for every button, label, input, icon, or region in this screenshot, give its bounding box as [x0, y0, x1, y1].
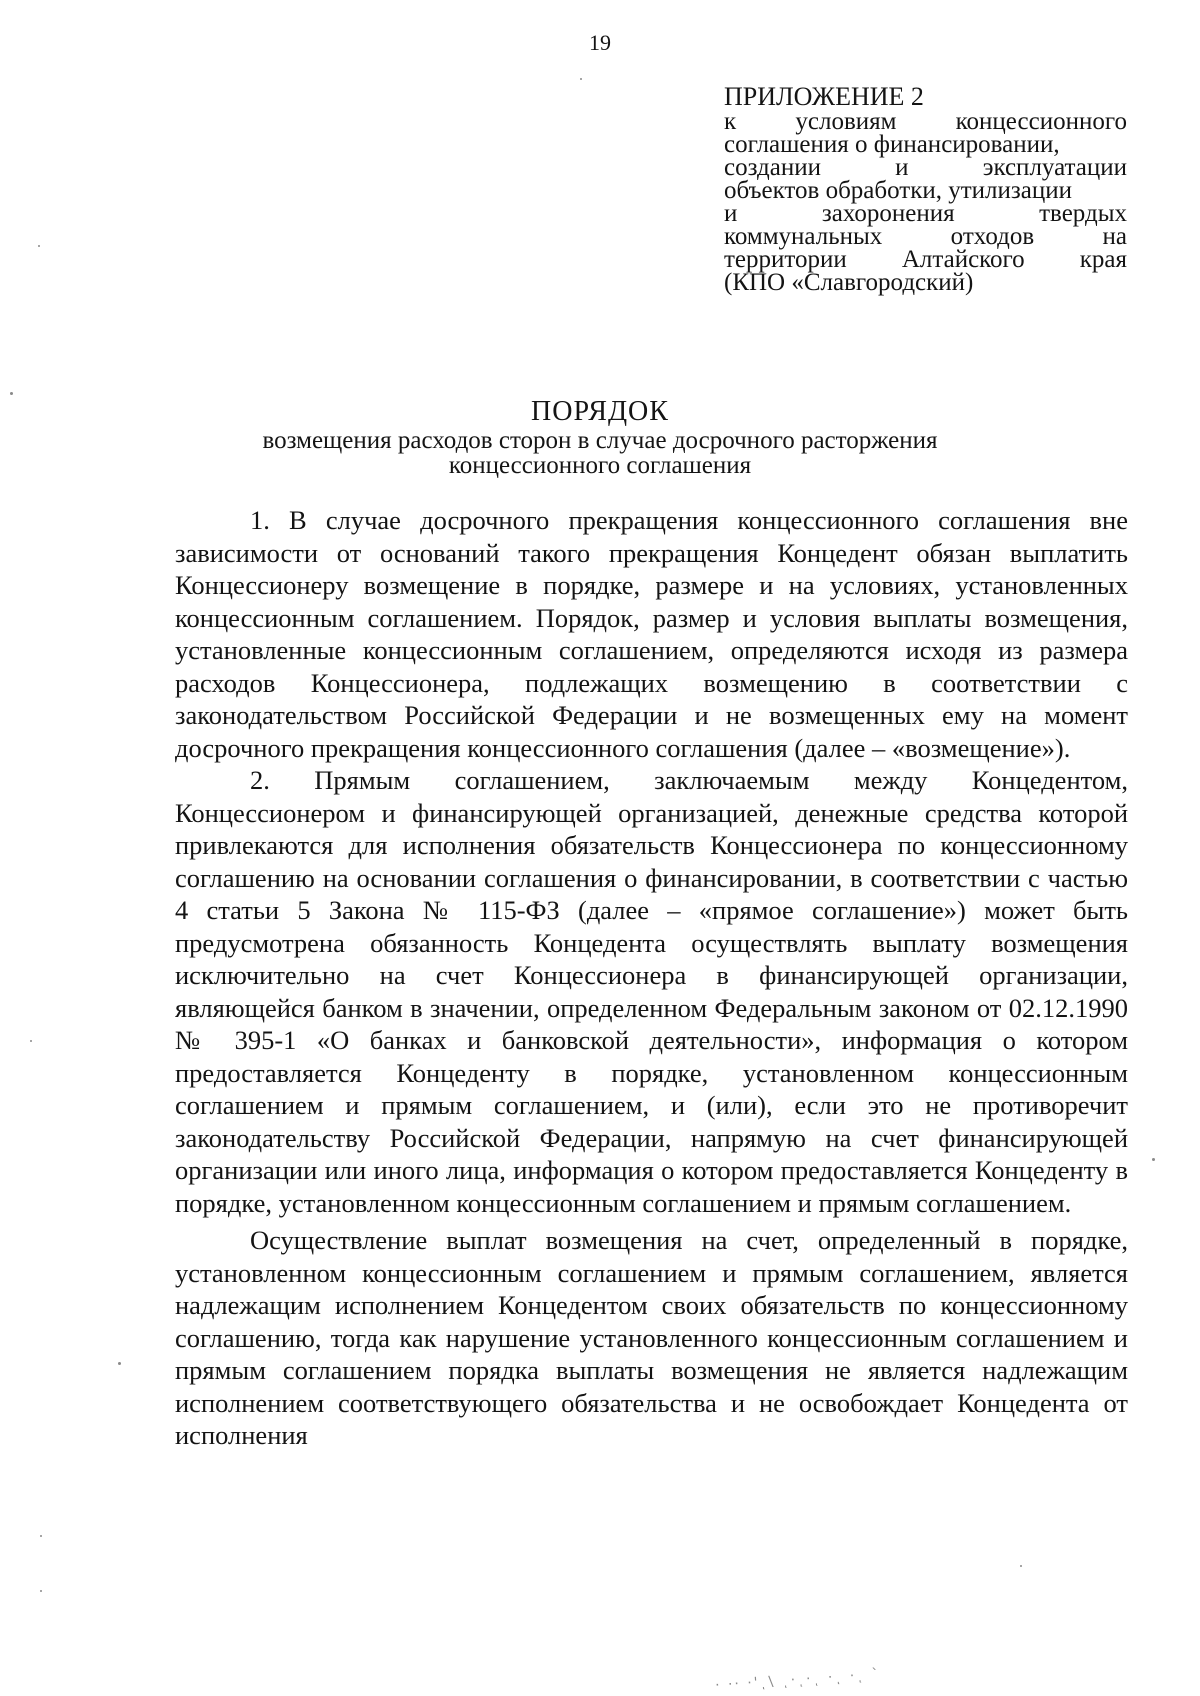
scan-speck — [10, 392, 13, 395]
scan-speck — [40, 1535, 42, 1537]
paragraph-2: 2. Прямым соглашением, заключаемым между Концедентом, Концессионером и финансирующей организацией, денежные средства которой привлекаются для исполнения обязательств Концессионера по концессионному соглашению на основании соглашения о финансировании, в соответствии с частью 4 статьи 5 Закона № 115-ФЗ (далее – «прямое соглашение») может быть предусмотрена обязанность Концедента осуществлять выплату возмещения исключительно на счет Концессионера в финансирующей организации, являющейся банком в значении, определенном Федеральным законом от 02.12.1990 № 395-1 «О банках и банковской деятельности», информация о котором предоставляется Концеденту в порядке, установленном концессионным соглашением и прямым соглашением, и (или), если это не противоречит законодательству Российской Федерации, напрямую на счет финансирующей организации или иного лица, информация о котором предоставляется Концеденту в порядке, установленном концессионным соглашением и прямым соглашением. — [175, 765, 1128, 1218]
appendix-line: к условиям концессионного — [724, 108, 1127, 135]
document-subtitle-line-2: концессионного соглашения — [448, 452, 752, 479]
paragraph-3: Осуществление выплат возмещения на счет, определенный в порядке, установленном концессионным соглашением и прямым соглашением, является надлежащим исполнением Концедентом своих обязательств по концессионному соглашению, тогда как нарушение установленного концессионным соглашением и прямым соглашением порядка выплаты возмещения не является надлежащим исполнением соответствующего обязательства и не освобождает Концедента от исполнения — [175, 1225, 1128, 1450]
document-subtitle-line-1: возмещения расходов сторон в случае досрочного расторжения — [262, 427, 938, 454]
appendix-line: соглашения о финансировании, — [724, 131, 1060, 158]
document-heading — [0, 396, 1200, 478]
scan-speck — [1152, 1158, 1155, 1161]
scan-speck — [580, 78, 582, 80]
appendix-line: объектов обработки, утилизации — [724, 177, 1073, 204]
scan-speck — [1020, 1565, 1022, 1567]
scan-speck — [118, 1362, 121, 1365]
paragraph-1: 1. В случае досрочного прекращения концессионного соглашения вне зависимости от оснований такого прекращения Концедент обязан выплатить Концессионеру возмещение в порядке, размере и на условиях, установленных концессионным соглашением. Порядок, размер и условия выплаты возмещения, установленные концессионным соглашением, определяются исходя из размера расходов Концессионера, подлежащих возмещению в соответствии с законодательством Российской Федерации и не возмещенных ему на момент досрочного прекращения концессионного соглашения (далее – «возмещение»). — [175, 505, 1128, 763]
document-body — [175, 504, 1128, 1452]
appendix-line: создании и эксплуатации — [724, 154, 1127, 181]
page-number: 19 — [589, 30, 611, 55]
appendix-line: коммунальных отходов на — [724, 223, 1127, 250]
appendix-block — [724, 84, 1127, 294]
scan-speck — [40, 1590, 42, 1592]
appendix-line: (КПО «Славгородский) — [724, 269, 974, 296]
scan-marks: · ·· ·'ͺ\ ͺ·ͺ·ͺ ·ͺ ·ͺ ` — [714, 1666, 882, 1694]
appendix-title: ПРИЛОЖЕНИЕ 2 — [724, 82, 924, 111]
scan-speck — [30, 1040, 32, 1042]
scan-speck — [38, 245, 40, 247]
appendix-line: территории Алтайского края — [724, 246, 1127, 273]
appendix-line: и захоронения твердых — [724, 200, 1127, 227]
document-title: ПОРЯДОК — [531, 396, 669, 427]
